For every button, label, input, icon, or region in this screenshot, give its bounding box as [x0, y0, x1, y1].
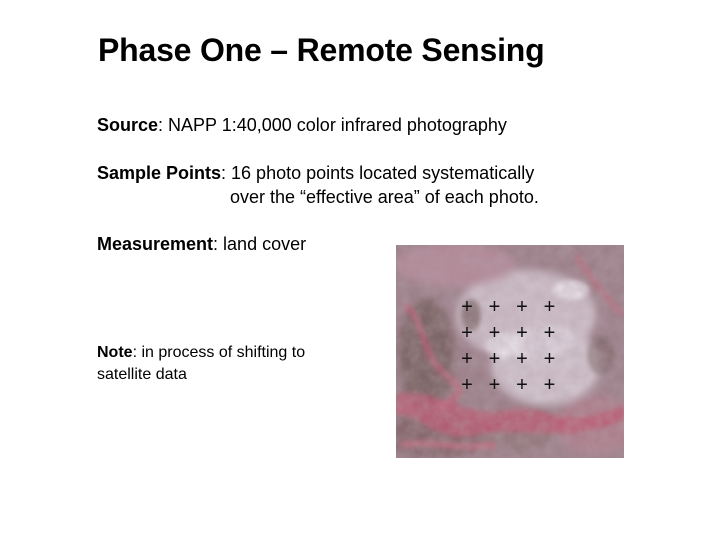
- source-text: : NAPP 1:40,000 color infrared photography: [158, 115, 507, 135]
- sample-point-marker: +: [461, 374, 473, 396]
- sample-point-marker: +: [461, 322, 473, 344]
- sample-point-marker: +: [488, 348, 501, 370]
- aerial-infrared-photo: [396, 245, 624, 458]
- note-block: [97, 342, 305, 386]
- sample-point-marker: +: [461, 296, 473, 318]
- measurement-text: : land cover: [213, 234, 307, 254]
- sample-point-marker: +: [516, 322, 528, 344]
- sample-points-line-continued: over the “effective area” of each photo.: [230, 187, 539, 207]
- source-label: Source: [97, 115, 159, 135]
- sample-points-line: [97, 163, 534, 184]
- note-text: : in process of shifting to: [132, 344, 306, 361]
- aerial-photo-image: [396, 245, 624, 458]
- sample-point-marker: +: [488, 296, 501, 318]
- note-text-continued: satellite data: [97, 366, 187, 383]
- sample-point-marker: +: [488, 374, 501, 396]
- sample-points-text: : 16 photo points located systematically: [221, 163, 535, 183]
- note-label: Note: [97, 344, 133, 361]
- sample-point-marker: +: [516, 374, 528, 396]
- sample-point-marker: +: [543, 296, 556, 318]
- page-title: Phase One – Remote Sensing: [98, 32, 545, 68]
- sample-point-marker: +: [516, 348, 528, 370]
- sample-point-marker: +: [543, 374, 556, 396]
- measurement-label: Measurement: [97, 234, 214, 254]
- sample-points-label: Sample Points: [97, 163, 222, 183]
- sample-point-marker: +: [543, 322, 556, 344]
- source-line: [97, 115, 507, 136]
- measurement-line: [97, 234, 306, 255]
- sample-point-marker: +: [461, 348, 473, 370]
- sample-point-marker: +: [516, 296, 528, 318]
- sample-point-marker: +: [488, 322, 501, 344]
- sample-point-marker: +: [543, 348, 556, 370]
